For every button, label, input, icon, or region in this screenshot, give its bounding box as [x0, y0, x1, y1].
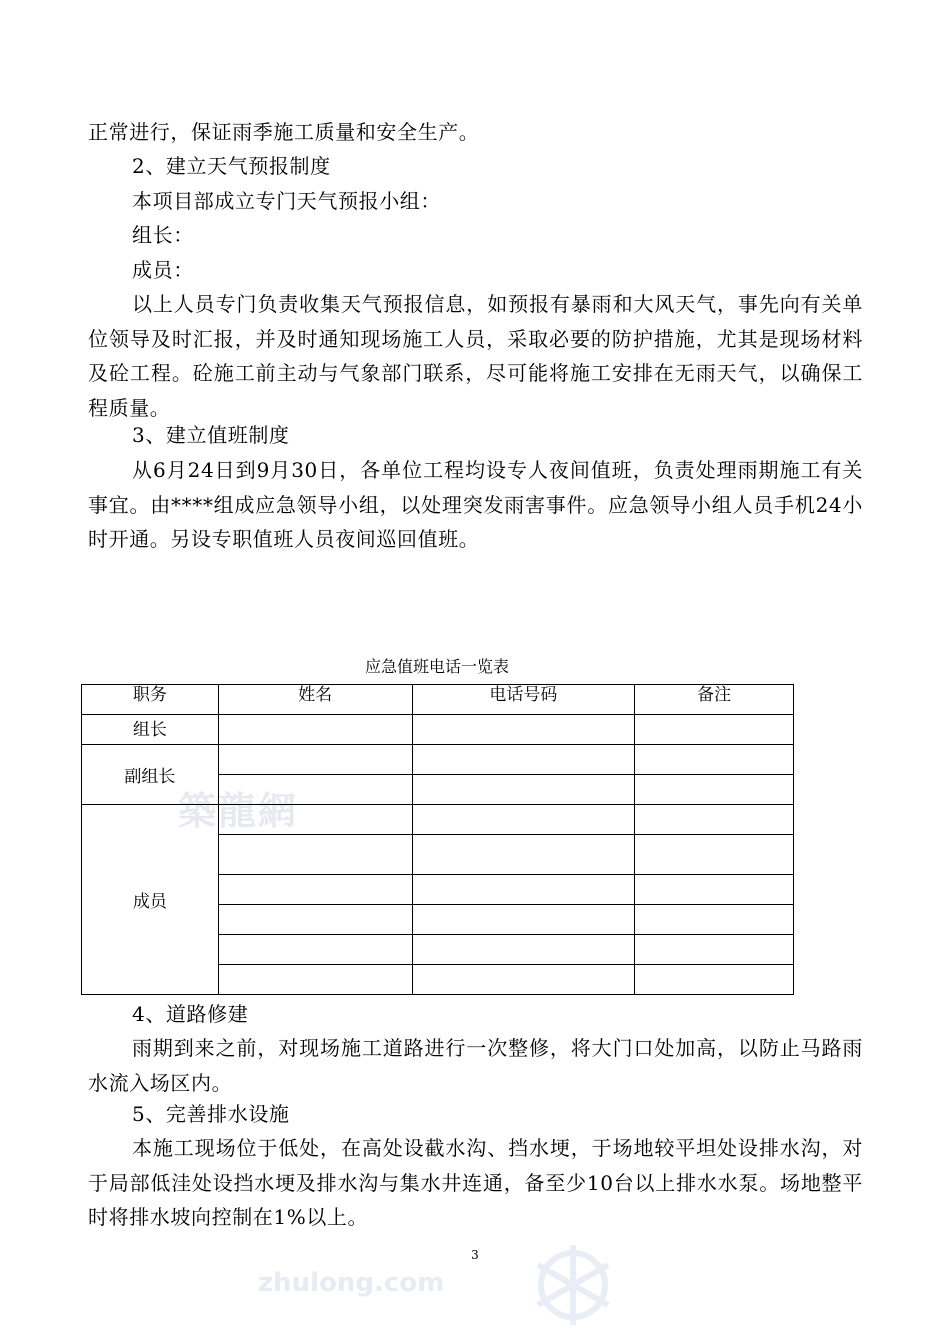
- role-deputy-leader: 副组长: [82, 745, 219, 805]
- table-cell: [412, 745, 635, 775]
- watermark-zhulong: zhulong.com: [258, 1268, 445, 1298]
- table-cell: [412, 715, 635, 745]
- role-members: 成员: [82, 805, 219, 995]
- section-heading-4: 4、道路修建: [132, 1002, 249, 1026]
- table-cell: [635, 745, 794, 775]
- page-number: 3: [471, 1248, 479, 1262]
- table-cell: [218, 835, 412, 875]
- table-cell: [218, 805, 412, 835]
- table-cell: [412, 905, 635, 935]
- table-header-row: [82, 685, 794, 715]
- table-cell: [412, 965, 635, 995]
- header-phone: 电话号码: [412, 685, 635, 715]
- paragraph-duty-system: 从6月24日到9月30日，各单位工程均设专人夜间值班，负责处理雨期施工有关事宜。由****组成应急领导小组，以处理突发雨害事件。应急领导小组人员手机24小时开通。另设专职值班人员夜间巡回值班。: [88, 458, 863, 551]
- paragraph-members: 成员：: [132, 258, 194, 282]
- header-remarks: 备注: [635, 685, 794, 715]
- table-row: [82, 745, 794, 775]
- table-cell: [218, 935, 412, 965]
- table-cell: [635, 805, 794, 835]
- table-cell: [218, 965, 412, 995]
- paragraph-continuation: 正常进行，保证雨季施工质量和安全生产。: [88, 120, 480, 144]
- table-cell: [218, 875, 412, 905]
- table-cell: [412, 935, 635, 965]
- table-cell: [635, 905, 794, 935]
- role-leader: 组长: [82, 715, 219, 745]
- paragraph-weather-group: 本项目部成立专门天气预报小组：: [132, 189, 441, 213]
- section-heading-5: 5、完善排水设施: [132, 1102, 290, 1126]
- section-heading-2: 2、建立天气预报制度: [132, 154, 331, 178]
- table-cell: [635, 965, 794, 995]
- table-cell: [218, 775, 412, 805]
- table-row: [82, 715, 794, 745]
- duty-phone-table: [81, 684, 794, 995]
- table-row: [82, 805, 794, 835]
- table-cell: [412, 835, 635, 875]
- table-cell: [635, 835, 794, 875]
- table-cell: [635, 775, 794, 805]
- table-cell: [635, 875, 794, 905]
- watermark-logo-icon: [528, 1230, 618, 1340]
- paragraph-road-repair: 雨期到来之前，对现场施工道路进行一次整修，将大门口处加高，以防止马路雨水流入场区内。: [88, 1036, 863, 1095]
- table-title: 应急值班电话一览表: [364, 657, 509, 676]
- table-cell: [412, 805, 635, 835]
- table-cell: [218, 715, 412, 745]
- paragraph-drainage: 本施工现场位于低处，在高处设截水沟、挡水埂，于场地较平坦处设排水沟，对于局部低洼处设挡水埂及排水沟与集水井连通，备至少10台以上排水水泵。场地整平时将排水坡向控制在1%以上。: [88, 1136, 863, 1229]
- header-position: 职务: [82, 685, 219, 715]
- table-cell: [412, 875, 635, 905]
- table-cell: [635, 715, 794, 745]
- paragraph-leader: 组长：: [132, 223, 194, 247]
- table-cell: [218, 905, 412, 935]
- watermark-chinese: 築龍網: [178, 788, 299, 833]
- table-cell: [635, 935, 794, 965]
- table-cell: [218, 745, 412, 775]
- paragraph-weather-duties: 以上人员专门负责收集天气预报信息，如预报有暴雨和大风天气，事先向有关单位领导及时汇报，并及时通知现场施工人员，采取必要的防护措施，尤其是现场材料及砼工程。砼施工前主动与气象部门联系，尽可能将施工安排在无雨天气，以确保工程质量。: [88, 292, 863, 420]
- header-name: 姓名: [218, 685, 412, 715]
- table-cell: [412, 775, 635, 805]
- section-heading-3: 3、建立值班制度: [132, 423, 290, 447]
